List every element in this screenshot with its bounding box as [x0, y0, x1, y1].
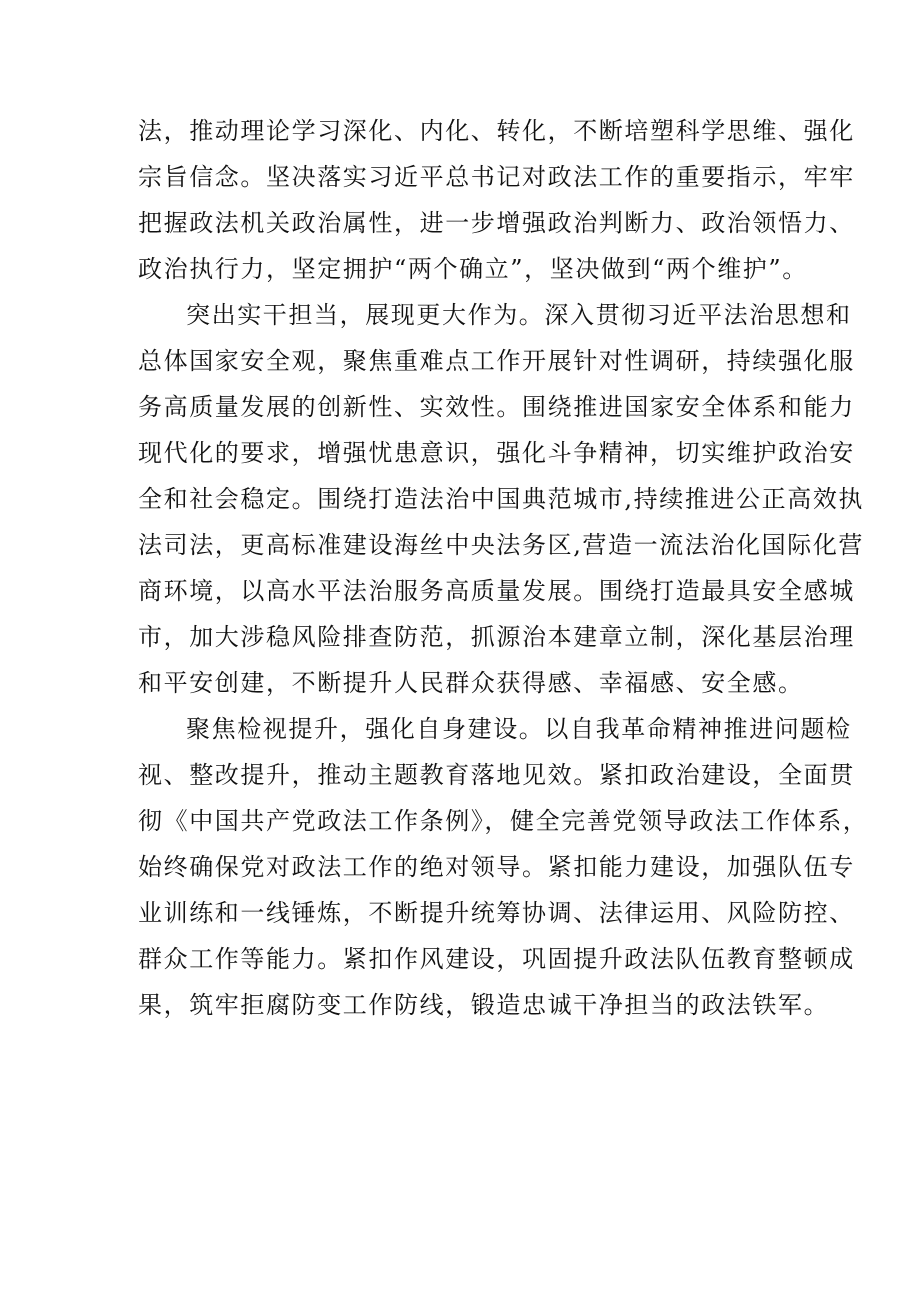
paragraph-line: 全和社会稳定。围绕打造法治中国典范城市,持续推进公正高效执 — [138, 485, 865, 513]
paragraph-line: 视、整改提升，推动主题教育落地见效。紧扣政治建设，全面贯 — [138, 761, 855, 789]
paragraph-line: 法司法，更高标准建设海丝中央法务区,营造一流法治化国际化营 — [138, 531, 865, 559]
document-body — [138, 108, 869, 1028]
paragraph-line: 果，筑牢拒腐防变工作防线，锻造忠诚干净担当的政法铁军。 — [138, 991, 830, 1019]
paragraph-line: 现代化的要求，增强忧患意识，强化斗争精神，切实维护政治安 — [138, 439, 855, 467]
paragraph-line: 法，推动理论学习深化、内化、转化，不断培塑科学思维、强化 — [138, 117, 855, 145]
paragraph-line: 业训练和一线锤炼，不断提升统筹协调、法律运用、风险防控、 — [138, 899, 855, 927]
paragraph-line: 和平安创建，不断提升人民群众获得感、幸福感、安全感。 — [138, 669, 804, 697]
paragraph-line: 政治执行力，坚定拥护“两个确立”，坚决做到“两个维护”。 — [138, 255, 808, 283]
paragraph-line: 市，加大涉稳风险排查防范，抓源治本建章立制，深化基层治理 — [138, 623, 855, 651]
paragraph-line: 把握政法机关政治属性，进一步增强政治判断力、政治领悟力、 — [138, 209, 855, 237]
paragraph-line: 总体国家安全观，聚焦重难点工作开展针对性调研，持续强化服 — [138, 347, 855, 375]
paragraph-2 — [138, 292, 865, 706]
paragraph-line: 突出实干担当，展现更大作为。深入贯彻习近平法治思想和 — [186, 301, 852, 329]
paragraph-3 — [138, 706, 869, 1028]
paragraph-line: 务高质量发展的创新性、实效性。围绕推进国家安全体系和能力 — [138, 393, 855, 421]
paragraph-line: 始终确保党对政法工作的绝对领导。紧扣能力建设，加强队伍专 — [138, 853, 855, 881]
paragraph-line: 商环境，以高水平法治服务高质量发展。围绕打造最具安全感城 — [138, 577, 855, 605]
paragraph-line: 彻《中国共产党政法工作条例》，健全完善党领导政法工作体系， — [138, 807, 869, 835]
paragraph-line: 群众工作等能力。紧扣作风建设，巩固提升政法队伍教育整顿成 — [138, 945, 855, 973]
paragraph-line: 聚焦检视提升，强化自身建设。以自我革命精神推进问题检 — [186, 715, 852, 743]
paragraph-1 — [138, 108, 855, 292]
paragraph-line: 宗旨信念。坚决落实习近平总书记对政法工作的重要指示，牢牢 — [138, 163, 855, 191]
